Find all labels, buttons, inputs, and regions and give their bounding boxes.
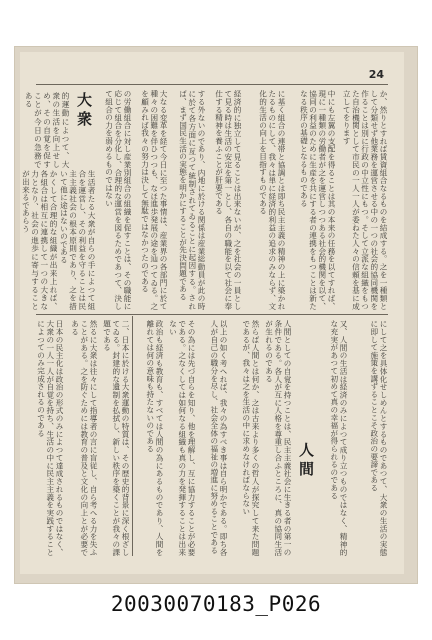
text-column-human-1: 人間としての自覚を持つことは、民主主義社会に生きる者の第一の条件である。各人が互に人格を尊重し合ふところに、真の協同生活が生れるのである: [264, 320, 292, 556]
text-column-upper-right-3: に基く組合の連帯と協調とは即ち民主主義の精神の上に築かれたるものにして、我々は単に経済的利益の追求のみならず、文化的生活の向上を目指すものである: [258, 90, 286, 310]
middle-rule: [36, 314, 388, 315]
heading-human: 人間: [297, 442, 315, 480]
catalog-caption: 20030070183_P026: [110, 592, 322, 616]
text-column-upper-right-2: 中にも左翼の支配を得ることは其の本来の任務を以てすれば、現に一種類の労働者が之を運営しつつある社会的機関を以て、協同の利益のために生産を共にする者の連携をもつことは新たなる秩序の基礎となるものである: [299, 90, 336, 310]
text-column-upper-left-2: 大なる変革を経て今日に至つた事情は、産業界の各部門に於て種々の困難を伴ひつつも、なほ進歩発展の途を辿つてゐる。之を顧みれば我々の努力は決して無駄ではなかつたのである: [140, 90, 168, 310]
top-rule: [36, 84, 388, 85]
text-column-section-2: 二、日本に於ける大衆運動の特質は、その歴史的背景に深く根ざしてゐる。封建的な遺制を払拭し、新しい秩序を築くことが我々の課題である: [102, 320, 130, 556]
page-number: 24: [368, 68, 384, 81]
text-column-lower-right-2: 又、人間の生活は経済のみによつて成り立つものではなく、精神的な充実があつて初めて真の幸福が得られるのである: [329, 320, 348, 556]
heading-mass: 大衆: [75, 92, 93, 130]
text-column-upper-left-5: かくして合理的な組織が出来上れば、各組合は相互に連携して一つの大きな力となり、社会の進歩に寄与することが出来るであらう: [21, 170, 58, 310]
text-column-upper-left-1: する外ないのであり、内地に於ける関係は産業総動員が此の時に於て各方面に亙つて統制されてゐることに起因する。されば、まず国民生活の実態を明かにすることが先決問題である: [178, 90, 206, 310]
text-column-human-2: 然らば人間とは何か、之は古来より多くの哲人が探究して来た問題であるが、我々は之を生活の中に求めなければならない: [241, 320, 260, 556]
text-column-upper-left-4: 生活者たる大衆が自らの手によつて組合を運営し、その利益を守ることは民主主義社会の根本原則であり、之を措いて他に途はないのである: [59, 170, 96, 310]
text-column-upper-right-1: か、然りとすれば賃資組合なるものを結成する。之を一種類として分類せず他業務を運営させる中の一つの社会的協同機関を作ることは別に行政の中立性にもつ。そして立派な組織をもつた自治機関として市民の一人一人が委ねた人々の信頼を基に成立してをります: [342, 90, 388, 310]
text-column-lower-left-2: その為には先づ自らを知り、他を理解し、互に協力することが必要である。之なくしては如何なる組織も真の力を発揮することは出来ない: [168, 320, 196, 556]
text-column-lower-right-1: にして之を具体化せしめんとするものであつて、大衆の生活の実態に即して施策を講ずることこそ政治の要諦である: [369, 320, 388, 556]
text-column-mass-1: 的運動によつて、大衆の生活を向上せしめ、その自覚を促すことが今日の急務である: [24, 92, 70, 168]
column-divider-lower: [132, 316, 133, 556]
text-column-mass-3: 日本の民主化は政治の形式のみによつて達成されるものではなく、大衆の一人一人が自覚を持ち、生活の中に民主主義を実践することによつてのみ完成されるのである: [36, 320, 64, 556]
text-column-upper-right-4: 経済的に独立して見ることは出来ないが、之を社会の一員として見る時は生活の安定を第一とし、各自の職能を以て社会に奉仕する精神を養ふことが肝要である: [214, 90, 242, 310]
text-column-upper-left-3: の労働組合に対し産業別組合の組織を促すことは、その職能に応じて組合を分化し、合理的な運営を図るためであつて、決して組合の力を弱めるものではない: [104, 90, 132, 310]
page-paper: [20, 52, 404, 574]
text-column-mass-2: 然るに大衆は往々にして指導者の言に盲従し、自ら考へる力を失ふことがある。之を防ぐためには教育の普及と文化の向上とが必要である: [70, 320, 98, 556]
text-column-lower-left-1: 以上の如く考へれば、我々の為すべき事は自ら明かである。即ち各人が自己の職分を尽し、社会全体の福祉の増進に努めることである: [209, 320, 228, 556]
text-column-lower-left-3: 政治も経済も教育も、すべては人間の為にあるものであり、人間を離れては何の意味も持たないのである: [145, 320, 164, 556]
scanned-page-frame: [14, 46, 418, 584]
